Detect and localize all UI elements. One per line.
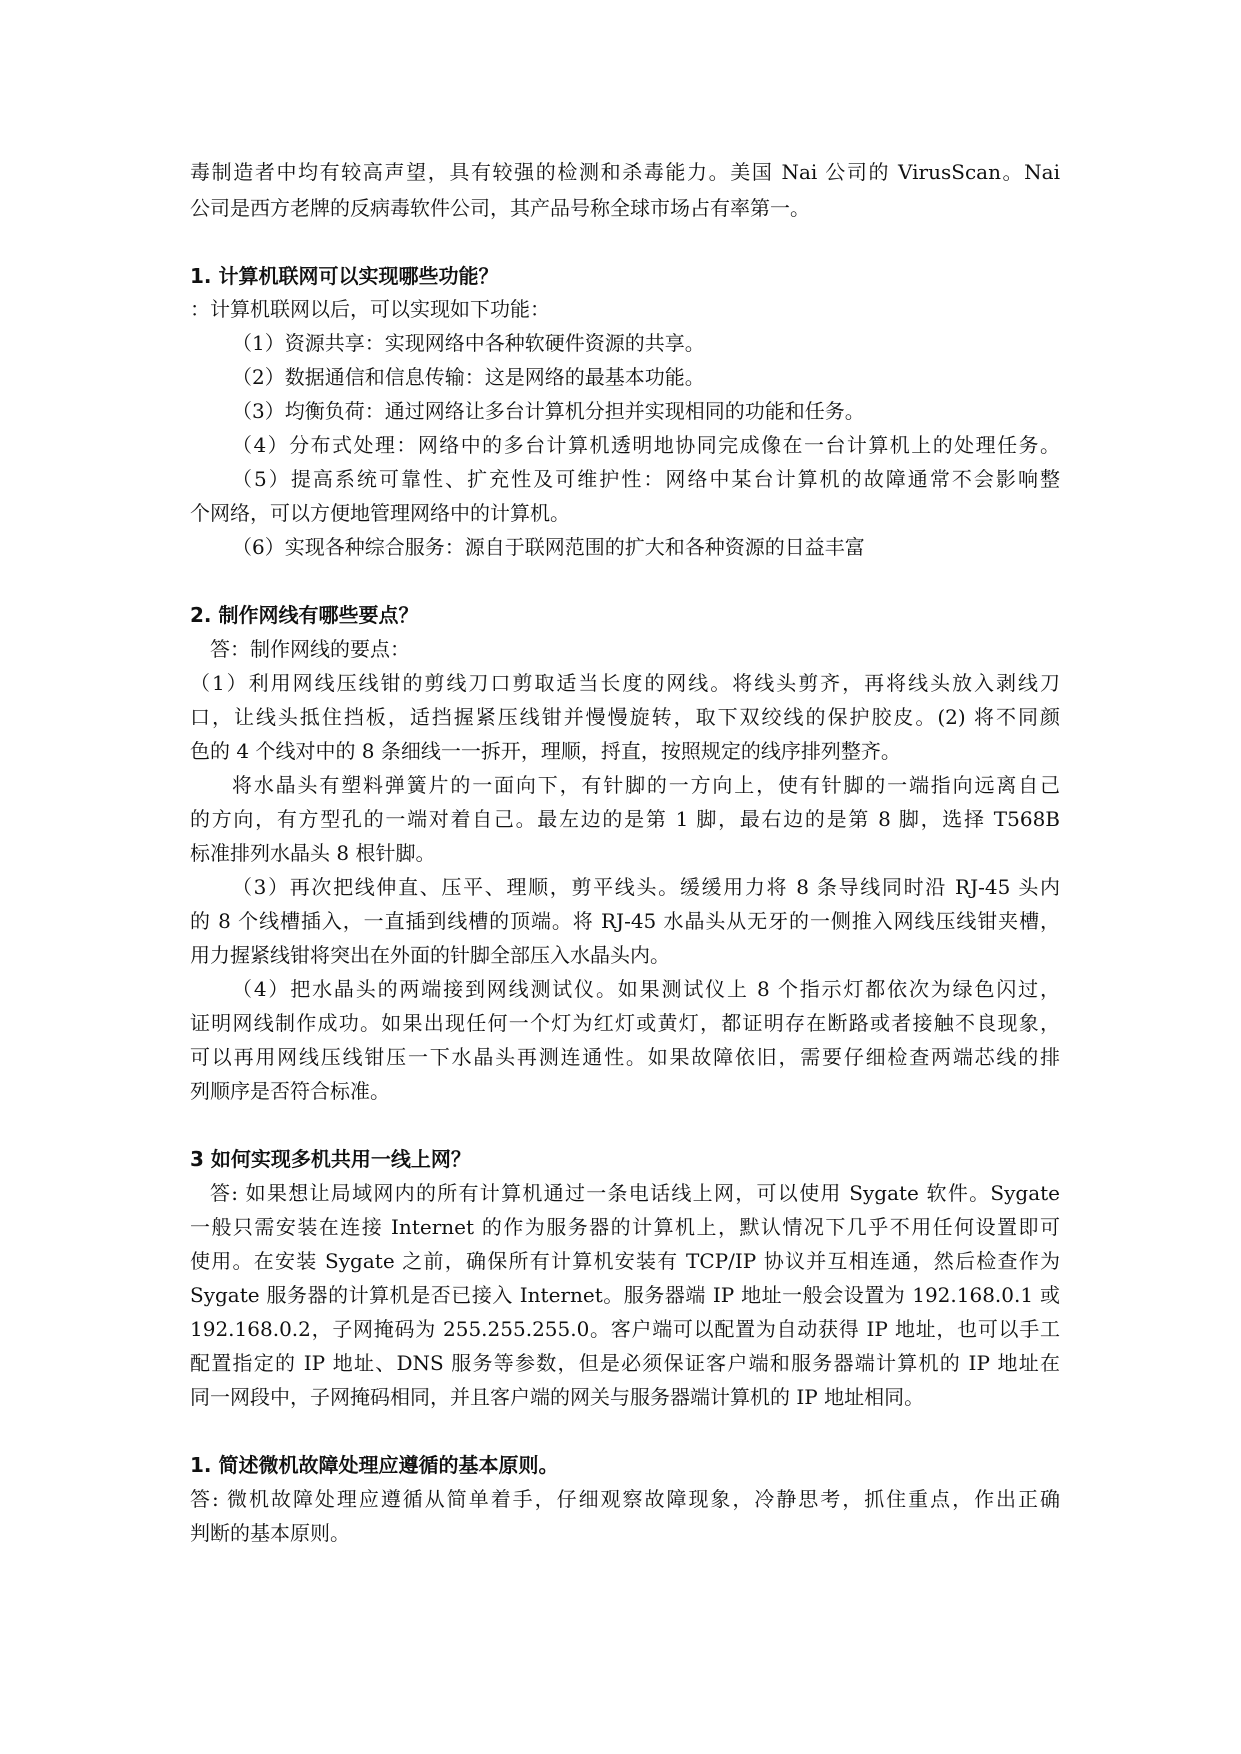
list-item: （3）均衡负荷：通过网络让多台计算机分担并实现相同的功能和任务。 bbox=[232, 399, 865, 423]
list-item: （1）资源共享：实现网络中各种软硬件资源的共享。 bbox=[232, 331, 705, 355]
answer-intro: ：计算机联网以后，可以实现如下功能： bbox=[190, 297, 550, 321]
paragraph-line: 列顺序是否符合标准。 bbox=[190, 1079, 390, 1103]
paragraph-line: 一般只需安装在连接 Internet 的作为服务器的计算机上，默认情况下几乎不用任何设置即可 bbox=[190, 1215, 1060, 1239]
paragraph-line: 可以再用网线压线钳压一下水晶头再测连通性。如果故障依旧，需要仔细检查两端芯线的排 bbox=[190, 1045, 1060, 1069]
list-item: （5）提高系统可靠性、扩充性及可维护性：网络中某台计算机的故障通常不会影响整 bbox=[232, 467, 1060, 491]
section-heading: 3 如何实现多机共用一线上网？ bbox=[190, 1147, 471, 1171]
list-item: （2）数据通信和信息传输：这是网络的最基本功能。 bbox=[232, 365, 705, 389]
section-heading: 1. 计算机联网可以实现哪些功能？ bbox=[190, 264, 499, 288]
paragraph-line: 用力握紧线钳将突出在外面的针脚全部压入水晶头内。 bbox=[190, 943, 670, 967]
paragraph-line: 的方向，有方型孔的一端对着自己。最左边的是第 1 脚，最右边的是第 8 脚，选择 T568B bbox=[190, 807, 1060, 831]
paragraph-line: 将水晶头有塑料弹簧片的一面向下，有针脚的一方向上，使有针脚的一端指向远离自己 bbox=[232, 773, 1060, 797]
answer-intro: 答：制作网线的要点： bbox=[210, 637, 410, 661]
paragraph-line: 口，让线头抵住挡板，适挡握紧压线钳并慢慢旋转，取下双绞线的保护胶皮。(2) 将不同颜 bbox=[190, 705, 1060, 729]
paragraph-line: 192.168.0.2，子网掩码为 255.255.255.0。客户端可以配置为自动获得 IP 地址，也可以手工 bbox=[190, 1317, 1060, 1341]
paragraph-line: 判断的基本原则。 bbox=[190, 1521, 350, 1545]
paragraph-line: 答: 如果想让局域网内的所有计算机通过一条电话线上网，可以使用 Sygate 软件。Sygate bbox=[210, 1181, 1060, 1205]
paragraph-line: 证明网线制作成功。如果出现任何一个灯为红灯或黄灯，都证明存在断路或者接触不良现象， bbox=[190, 1011, 1060, 1035]
paragraph-line: 色的 4 个线对中的 8 条细线一一拆开，理顺，捋直，按照规定的线序排列整齐。 bbox=[190, 739, 901, 763]
paragraph-line: 配置指定的 IP 地址、DNS 服务等参数，但是必须保证客户端和服务器端计算机的 IP 地址在 bbox=[190, 1351, 1060, 1375]
paragraph-line: （4）把水晶头的两端接到网线测试仪。如果测试仪上 8 个指示灯都依次为绿色闪过， bbox=[232, 977, 1060, 1001]
paragraph-line: 公司是西方老牌的反病毒软件公司，其产品号称全球市场占有率第一。 bbox=[190, 196, 810, 220]
paragraph-line: （3）再次把线伸直、压平、理顺，剪平线头。缓缓用力将 8 条导线同时沿 RJ-45 头内 bbox=[232, 875, 1060, 899]
paragraph-line: 答: 微机故障处理应遵循从简单着手，仔细观察故障现象，冷静思考，抓住重点，作出正确 bbox=[190, 1487, 1060, 1511]
paragraph-line: 个网络，可以方便地管理网络中的计算机。 bbox=[190, 501, 570, 525]
paragraph-line: 毒制造者中均有较高声望，具有较强的检测和杀毒能力。美国 Nai 公司的 VirusScan。Nai bbox=[190, 160, 1060, 184]
paragraph-line: （1）利用网线压线钳的剪线刀口剪取适当长度的网线。将线头剪齐，再将线头放入剥线刀 bbox=[190, 671, 1060, 695]
section-heading: 1. 简述微机故障处理应遵循的基本原则。 bbox=[190, 1453, 559, 1477]
paragraph-line: 标准排列水晶头 8 根针脚。 bbox=[190, 841, 436, 865]
paragraph-line: 同一网段中，子网掩码相同，并且客户端的网关与服务器端计算机的 IP 地址相同。 bbox=[190, 1385, 925, 1409]
list-item: （6）实现各种综合服务：源自于联网范围的扩大和各种资源的日益丰富 bbox=[232, 535, 865, 559]
section-heading: 2. 制作网线有哪些要点？ bbox=[190, 603, 419, 627]
list-item: （4）分布式处理：网络中的多台计算机透明地协同完成像在一台计算机上的处理任务。 bbox=[232, 433, 1060, 457]
paragraph-line: Sygate 服务器的计算机是否已接入 Internet。服务器端 IP 地址一般会设置为 192.168.0.1 或 bbox=[190, 1283, 1060, 1307]
paragraph-line: 的 8 个线槽插入，一直插到线槽的顶端。将 RJ-45 水晶头从无牙的一侧推入网线压线钳夹槽， bbox=[190, 909, 1060, 933]
paragraph-line: 使用。在安装 Sygate 之前，确保所有计算机安装有 TCP/IP 协议并互相连通，然后检查作为 bbox=[190, 1249, 1060, 1273]
